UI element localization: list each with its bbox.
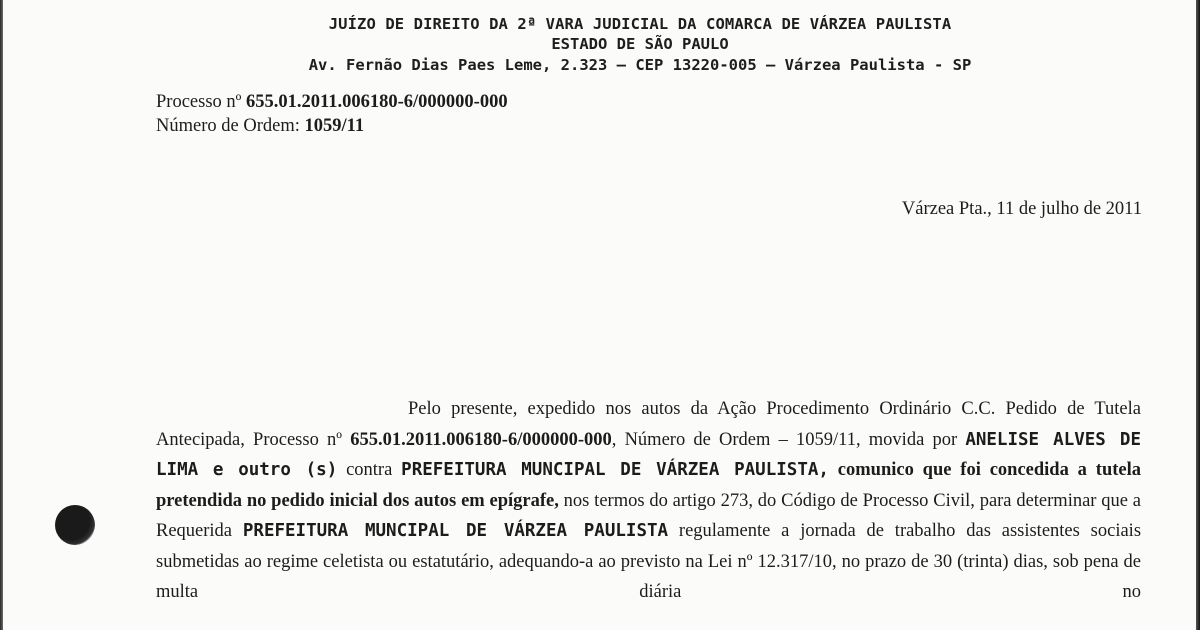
- ink-blot: [55, 505, 95, 545]
- plaintiff-name: ANELISE ALVES DE LIMA e outro (s): [156, 429, 1142, 480]
- body-sentence-5: regulamente a jornada de trabalho das assistentes sociais submetidas ao regime celetista ou estatutário, adequando-a ao previsto na Lei nº 12.317/10, no prazo de 30 (trinta) dias, sob pena de multa diária no: [156, 521, 1142, 602]
- body-process-number: 655.01.2011.006180-6/000000-000: [350, 429, 612, 450]
- decision-text: comunico que foi concedida a tutela pretendida no pedido inicial dos autos em epígrafe,: [156, 460, 1141, 511]
- body-sentence-1: Pelo presente, expedido nos autos da Ação Procedimento Ordinário C.C. Pedido de Tutela Antecipada, Processo nº: [156, 399, 1141, 450]
- order-label: Número de Ordem:: [156, 116, 300, 136]
- state-name: ESTADO DE SÃO PAULO: [551, 35, 729, 53]
- process-number: 655.01.2011.006180-6/000000-000: [246, 92, 508, 112]
- court-address: Av. Fernão Dias Paes Leme, 2.323 – CEP 13220-005 – Várzea Paulista - SP: [308, 56, 972, 74]
- body-sentence-4: nos termos do artigo 273, do Código de Processo Civil, para determinar que a Requerida: [156, 490, 1141, 541]
- process-info: [156, 90, 508, 138]
- defendant-name-2: PREFEITURA MUNCIPAL DE VÁRZEA PAULISTA: [242, 521, 669, 541]
- process-number-line: [156, 90, 508, 114]
- court-name: JUÍZO DE DIREITO DA 2ª VARA JUDICIAL DA COMARCA DE VÁRZEA PAULISTA: [328, 15, 952, 33]
- body-sentence-2: , Número de Ordem – 1059/11, movida por: [611, 429, 958, 450]
- order-number-line: [156, 114, 508, 138]
- defendant-name: PREFEITURA MUNCIPAL DE VÁRZEA PAULISTA,: [401, 460, 829, 480]
- document-date: Várzea Pta., 11 de julho de 2011: [901, 199, 1142, 219]
- scan-edge-left: [0, 0, 3, 630]
- order-number: 1059/11: [304, 116, 365, 136]
- process-label: Processo nº: [156, 92, 242, 112]
- document-body: [156, 394, 1141, 608]
- letterhead: [240, 14, 1040, 76]
- body-sentence-3: contra: [346, 460, 393, 480]
- scan-edge-right: [1196, 0, 1200, 630]
